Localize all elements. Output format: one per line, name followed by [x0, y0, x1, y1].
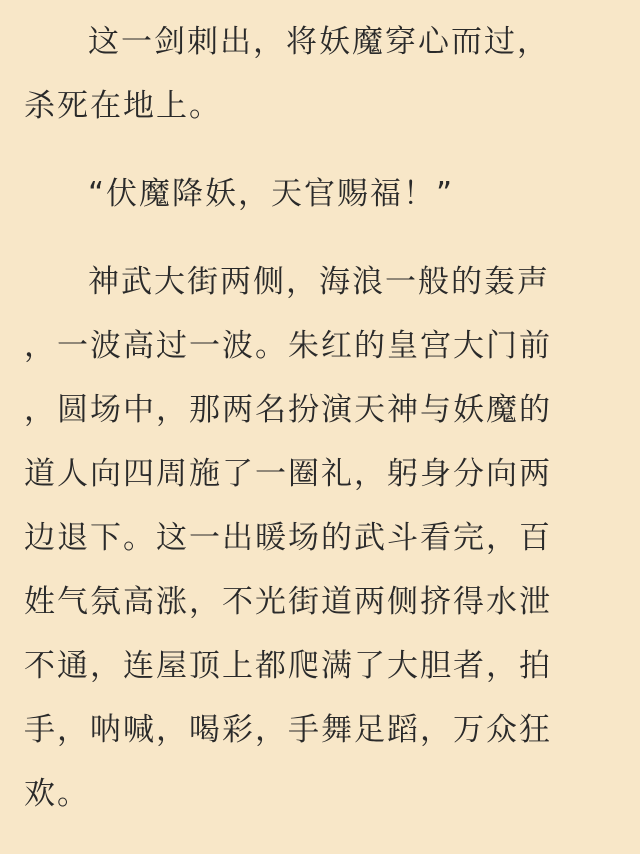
text-line: 道人向四周施了一圈礼，躬身分向两 [24, 456, 552, 492]
text-line: 神武大街两侧，海浪一般的轰声 [88, 264, 550, 300]
text-line: ，一波高过一波。朱红的皇宫大门前 [24, 328, 552, 364]
text-line: 手，呐喊，喝彩，手舞足蹈，万众狂 [24, 712, 552, 748]
text-line: 姓气氛高涨，不光街道两侧挤得水泄 [24, 584, 552, 620]
text-line: 这一剑刺出，将妖魔穿心而过， [88, 24, 550, 60]
paragraph-1 [24, 10, 616, 138]
text-line: ，圆场中，那两名扮演天神与妖魔的 [24, 392, 552, 428]
paragraph-3 [24, 250, 616, 826]
paragraph-gap [24, 138, 616, 162]
paragraph-gap [24, 226, 616, 250]
paragraph-2 [24, 162, 616, 226]
text-line: 欢。 [24, 776, 90, 812]
text-line: 不通，连屋顶上都爬满了大胆者，拍 [24, 648, 552, 684]
text-line: 杀死在地上。 [24, 88, 222, 124]
text-line: “伏魔降妖，天官赐福！” [88, 176, 455, 212]
story-text [24, 10, 616, 826]
text-line: 边退下。这一出暖场的武斗看完，百 [24, 520, 552, 556]
